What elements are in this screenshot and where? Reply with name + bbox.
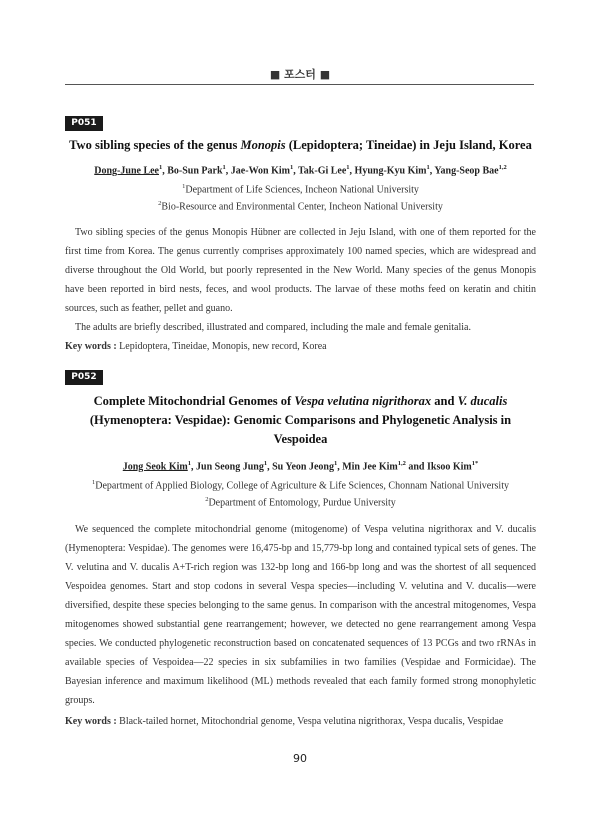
author-list: Jong Seok Kim$^1$, Jun Seong Jung$^1$, Su Yeon Jeong$^1$, Min Jee Kim$^{1,2}$ and Iksoo Kim$^{1*}$ — [122, 460, 479, 473]
title-text: (Hymenoptera: Vespidae): Genomic Comparisons and Phylogenetic Analysis in Vespoidea — [89, 413, 512, 446]
author-name: Hyung-Kyu Kim — [354, 165, 427, 177]
title-text: Two sibling species of the genus — [69, 138, 241, 152]
affiliation-text: Department of Life Sciences, Incheon National University — [185, 184, 419, 196]
abstract-p051 — [65, 136, 536, 355]
affiliation-text: Bio-Resource and Environmental Center, Incheon National University — [161, 200, 443, 212]
author-name: Jae-Won Kim — [230, 165, 290, 177]
affiliation-sup: 1 — [92, 479, 96, 487]
abstract-title — [65, 136, 536, 155]
author-sup: 1 — [159, 164, 163, 171]
author-sup: 1 — [263, 460, 268, 467]
title-text: (Lepidoptera; Tineidae) in Jeju Island, Korea — [285, 138, 532, 152]
keywords-line — [65, 339, 536, 355]
author-name: Jun Seong Jung — [196, 461, 264, 473]
abstract-code-badge: P052 — [65, 370, 103, 385]
author-sup: 1,2 — [397, 460, 406, 467]
affiliation-text: Department of Applied Biology, College of Agriculture & Life Sciences, Chonnam National University — [95, 480, 509, 492]
author-sup: 1 — [426, 164, 430, 171]
affiliation — [65, 197, 536, 213]
author-sup: 1 — [346, 164, 350, 171]
abstract-body: Two sibling species of the genus Monopis Hübner are collected in Jeju Island, with one of them reported for the first time from Korea. The genus currently comprises approximately 100 named species, which are widespread and diverse throughout the Old World, but poorly represented in the New World. Many species of the genus Monopis have been reported in bird nests, feces, and wool products. The larvae of these moths feed on keratin and chitin sources, such as feather, pellet and guano. — [65, 226, 536, 314]
page-number: 90 — [293, 752, 307, 765]
affiliation — [65, 493, 536, 509]
affiliation-sup: 2 — [205, 495, 209, 503]
author-name: Su Yeon Jeong — [272, 461, 334, 473]
abstract-code-badge: P051 — [65, 116, 103, 131]
title-text: Complete Mitochondrial Genomes of — [93, 394, 295, 408]
keywords-line — [65, 714, 536, 730]
author-sup: 1* — [471, 460, 479, 467]
title-italic: V. ducalis — [457, 394, 508, 408]
author-sup: 1 — [333, 460, 338, 467]
author-name: Yang-Seop Bae — [434, 165, 499, 177]
title-italic: Monopis — [240, 138, 286, 152]
affiliation — [65, 180, 536, 196]
author-sup: 1 — [187, 460, 192, 467]
author-sup: 1 — [222, 164, 226, 171]
author-name: Jong Seok Kim — [122, 461, 188, 473]
keywords-text: Black-tailed hornet, Mitochondrial genome, Vespa velutina nigrithorax, Vespa ducalis, Vespidae — [119, 715, 504, 727]
keywords-label: Key words : — [65, 715, 117, 727]
abstract-body: We sequenced the complete mitochondrial genome (mitogenome) of Vespa velutina nigrithorax and V. ducalis (Hymenoptera: Vespidae). The genomes were 16,475-bp and 15,779-bp long and contained typical sets of genes. The V. velutina and V. ducalis A+T-rich region was 132-bp long and 166-bp long and was the shortest of all sequenced Vespoidea genomes. Start and stop codons in several Vespa species—including V. velutina and V. ducalis—were diversified, despite these species belonging to the same genus. In comparison with the ancestral mitogenomes, Vespa mitogenomes showed substantial gene rearrangement; however, we detected no gene rearrangement among Vespa species. We conducted phylogenetic reconstruction based on concatenated sequences of 13 PCGs and two rRNAs in available species of Vespoidea—22 species in six subfamilies in two families (Vespidae and Formicidae). The Bayesian inference and maximum likelihood (ML) methods revealed that each family formed strong monophyletic groups. — [65, 523, 536, 706]
affiliation — [65, 476, 536, 492]
affiliation-sup: 2 — [158, 199, 162, 207]
title-italic: Vespa velutina nigrithorax — [294, 394, 432, 408]
author-list: Dong-June Lee$^1$, Bo-Sun Park$^1$, Jae-Won Kim$^1$, Tak-Gi Lee$^1$, Hyung-Kyu Kim$^1$, Yang-Seop Bae$^{1,2}$ — [94, 164, 507, 177]
author-name: Min Jee Kim — [342, 461, 398, 473]
keywords-text: Lepidoptera, Tineidae, Monopis, new record, Korea — [119, 340, 327, 352]
title-text: and — [431, 394, 458, 408]
abstract-body: The adults are briefly described, illustrated and compared, including the male and female genitalia. — [75, 321, 471, 333]
keywords-label: Key words : — [65, 340, 117, 352]
author-name: Iksoo Kim — [427, 461, 472, 473]
author-name: Bo-Sun Park — [167, 165, 223, 177]
author-sup: 1,2 — [498, 164, 507, 171]
section-header: ■ 포스터 ■ — [269, 68, 331, 81]
author-sup: 1 — [289, 164, 294, 171]
affiliation-text: Department of Entomology, Purdue University — [208, 496, 396, 508]
affiliation-sup: 1 — [182, 183, 186, 191]
header-divider — [65, 84, 534, 85]
abstract-title — [65, 392, 536, 449]
abstract-p052 — [65, 392, 536, 730]
author-name: Dong-June Lee — [94, 165, 159, 177]
author-name: Tak-Gi Lee — [298, 165, 347, 177]
